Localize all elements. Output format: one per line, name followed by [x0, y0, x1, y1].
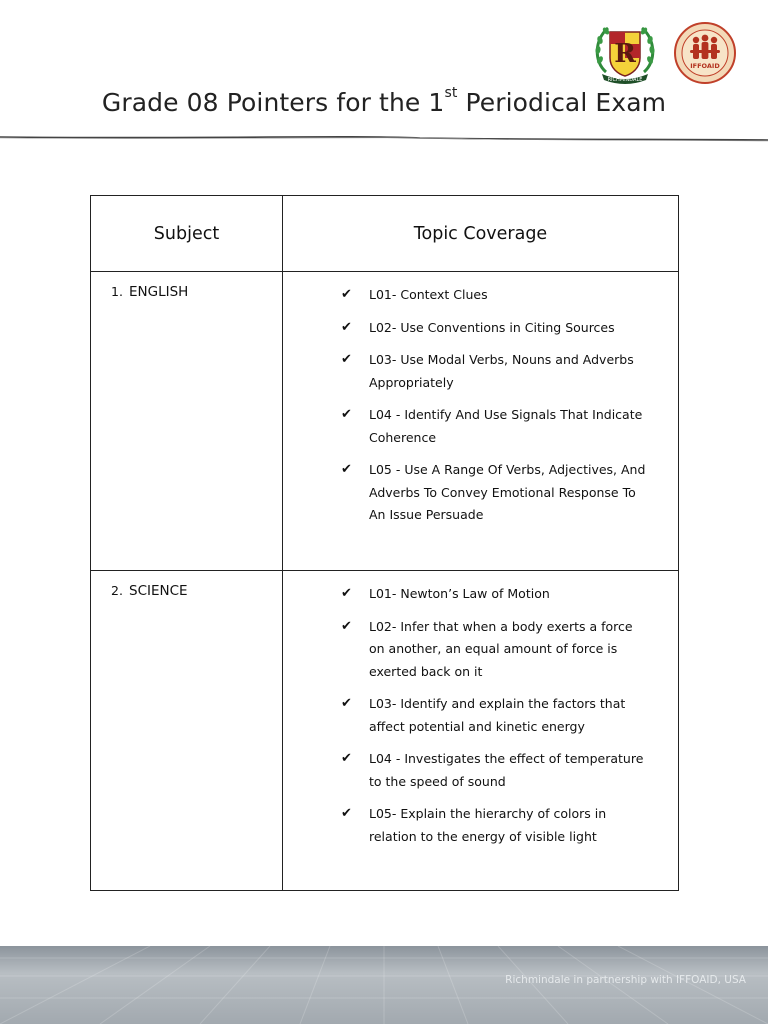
- header-subject: Subject: [153, 223, 220, 244]
- topic-item: ✔ L01- Newton’s Law of Motion: [341, 583, 651, 606]
- topic-list-english: [341, 284, 651, 537]
- checkmark-icon: ✔: [341, 319, 352, 335]
- checkmark-icon: ✔: [341, 806, 352, 821]
- checkmark-icon: ✔: [341, 586, 352, 601]
- topic-item: ✔ L02- Infer that when a body exerts a force on another, an equal amount of force is exerted back on it: [341, 616, 651, 684]
- title-rest: Periodical Exam: [457, 88, 667, 117]
- topic-item: ✔ L03- Identify and explain the factors that affect potential and kinetic energy: [341, 693, 651, 738]
- row-divider-english: [91, 570, 678, 571]
- page-title: [0, 85, 768, 117]
- subject-label: ENGLISH: [129, 284, 189, 300]
- svg-text:IFFOAID: IFFOAID: [690, 62, 720, 70]
- iffoaid-logo: [674, 22, 736, 84]
- checkmark-icon: ✔: [341, 407, 352, 422]
- header-topic-coverage: Topic Coverage: [413, 223, 548, 244]
- topic-item: ✔ L03- Use Modal Verbs, Nouns and Adverbs Appropriately: [341, 349, 651, 394]
- footer-band: [0, 946, 768, 1024]
- topic-item: ✔ L04 - Investigates the effect of temperature to the speed of sound: [341, 748, 651, 793]
- checkmark-icon: ✔: [341, 462, 352, 477]
- topic-item: ✔ L01- Context Clues: [341, 284, 651, 307]
- subject-number: 1.: [111, 284, 123, 299]
- row-divider-header: [91, 271, 678, 272]
- pointers-table: [90, 195, 679, 891]
- subject-science: [111, 583, 188, 599]
- topic-list-science: [341, 583, 651, 858]
- subject-number: 2.: [111, 583, 123, 598]
- svg-text:RICHMINDALE: RICHMINDALE: [607, 77, 643, 83]
- title-superscript: st: [444, 85, 458, 101]
- footer-credit: Richmindale in partnership with IFFOAID, USA: [505, 974, 746, 986]
- header-divider: [0, 134, 768, 142]
- title-main: Grade 08 Pointers for the 1: [101, 88, 445, 117]
- checkmark-icon: ✔: [341, 696, 352, 711]
- checkmark-icon: ✔: [341, 352, 352, 367]
- header-logos: [590, 20, 750, 84]
- topic-item: ✔ L05- Explain the hierarchy of colors in relation to the energy of visible light: [341, 803, 651, 848]
- topic-item: ✔ L04 - Identify And Use Signals That Indicate Coherence: [341, 404, 651, 449]
- topic-item: ✔ L02- Use Conventions in Citing Sources: [341, 317, 651, 340]
- richmindale-logo: [590, 20, 660, 84]
- topic-item: ✔ L05 - Use A Range Of Verbs, Adjectives, And Adverbs To Convey Emotional Response To An Issue Persuade: [341, 459, 651, 527]
- checkmark-icon: ✔: [341, 618, 352, 634]
- svg-text:R: R: [614, 39, 636, 69]
- checkmark-icon: ✔: [341, 751, 352, 766]
- subject-label: SCIENCE: [129, 583, 188, 599]
- subject-english: [111, 284, 188, 300]
- checkmark-icon: ✔: [341, 287, 352, 302]
- column-divider: [282, 196, 283, 890]
